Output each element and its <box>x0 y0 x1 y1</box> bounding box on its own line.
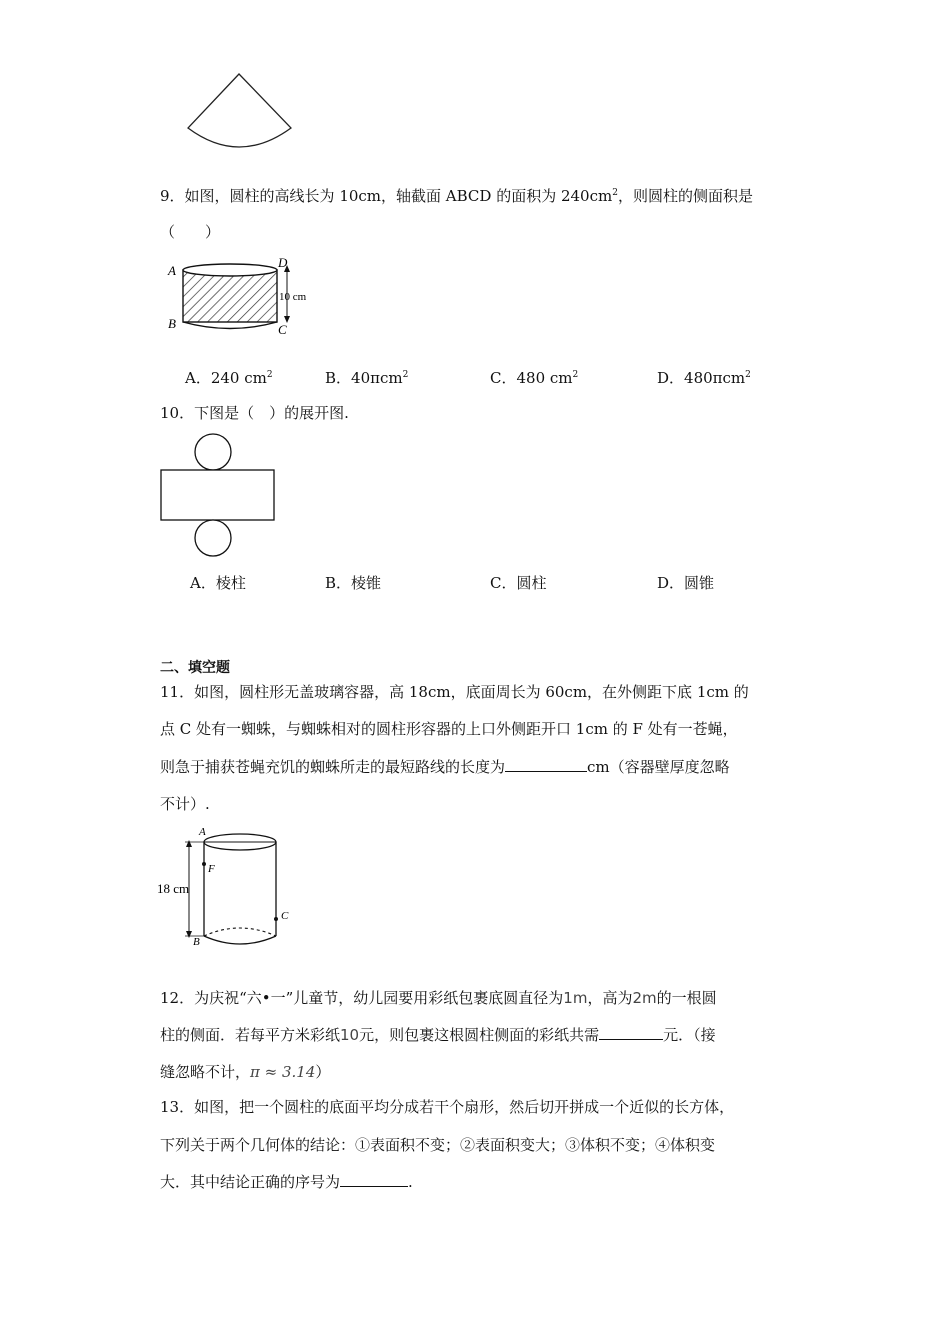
q11-stem-line1: 11．如图，圆柱形无盖玻璃容器，高 18cm，底面周长为 60cm，在外侧距下底 1cm 的 <box>160 683 749 701</box>
section-title: 二、填空题 <box>160 660 230 676</box>
label-b: B <box>193 936 200 948</box>
label-b: B <box>168 316 176 331</box>
q12-answer-blank[interactable] <box>599 1025 663 1040</box>
q9-option-b[interactable]: B．40πcm$^2$ <box>325 369 409 387</box>
q13-stem-line3: 大．其中结论正确的序号为 . <box>160 1173 413 1191</box>
q10-option-d[interactable]: D．圆锥 <box>657 574 715 592</box>
q11-stem-line3: 则急于捕获苍蝇充饥的蜘蛛所走的最短路线的长度为 cm（容器壁厚度忽略 <box>160 758 730 776</box>
label-a: A <box>199 826 206 838</box>
q10-option-a[interactable]: A．棱柱 <box>190 574 246 592</box>
sector-figure <box>180 68 300 154</box>
label-f: F <box>208 863 215 875</box>
label-c: C <box>281 910 289 922</box>
q9-option-d[interactable]: D．480πcm$^2$ <box>657 369 751 387</box>
q11-cylinder-figure <box>155 824 300 950</box>
q12-stem-line1: 12．为庆祝“六•一”儿童节，幼儿园要用彩纸包裹底圆直径为1m，高为2m的一根圆 <box>160 989 717 1007</box>
q9-option-a[interactable]: A．240 $cm^2$ <box>185 369 273 387</box>
q11-stem-line4: 不计）. <box>160 795 210 813</box>
q10-net-figure <box>158 432 280 558</box>
q10-option-c[interactable]: C．圆柱 <box>490 574 547 592</box>
q9-option-c[interactable]: C．480 $cm^2$ <box>490 369 579 387</box>
label-height: 10 cm <box>279 291 307 303</box>
q13-stem-line1: 13．如图，把一个圆柱的底面平均分成若干个扇形，然后切开拼成一个近似的长方体， <box>160 1098 735 1116</box>
q13-stem-line2: 下列关于两个几何体的结论：①表面积不变；②表面积变大；③体积不变；④体积变 <box>160 1136 716 1154</box>
label-height: 18 cm <box>157 881 190 896</box>
q10-stem: 10．下图是（ ）的展开图. <box>160 404 349 422</box>
q13-answer-blank[interactable] <box>340 1172 408 1187</box>
q9-answer-paren: （ ） <box>160 223 221 241</box>
q10-option-b[interactable]: B．棱锥 <box>325 574 382 592</box>
q9-cylinder-figure <box>165 255 315 337</box>
q11-answer-blank[interactable] <box>505 757 587 772</box>
label-c: C <box>278 322 287 337</box>
label-d: D <box>278 255 288 270</box>
q11-stem-line2: 点 C 处有一蜘蛛，与蜘蛛相对的圆柱形容器的上口外侧距开口 1cm 的 F 处有一苍蝇， <box>160 720 738 738</box>
q12-stem-line2: 柱的侧面．若每平方米彩纸10元，则包裹这根圆柱侧面的彩纸共需 元．（接 <box>160 1026 716 1044</box>
q12-stem-line3: 缝忽略不计，π ≈ 3.14） <box>160 1063 331 1081</box>
label-a: A <box>168 263 176 278</box>
q9-stem-line1: 9．如图，圆柱的高线长为 10cm，轴截面 ABCD 的面积为 $240cm^2$，则圆柱的侧面积是 <box>160 187 753 205</box>
